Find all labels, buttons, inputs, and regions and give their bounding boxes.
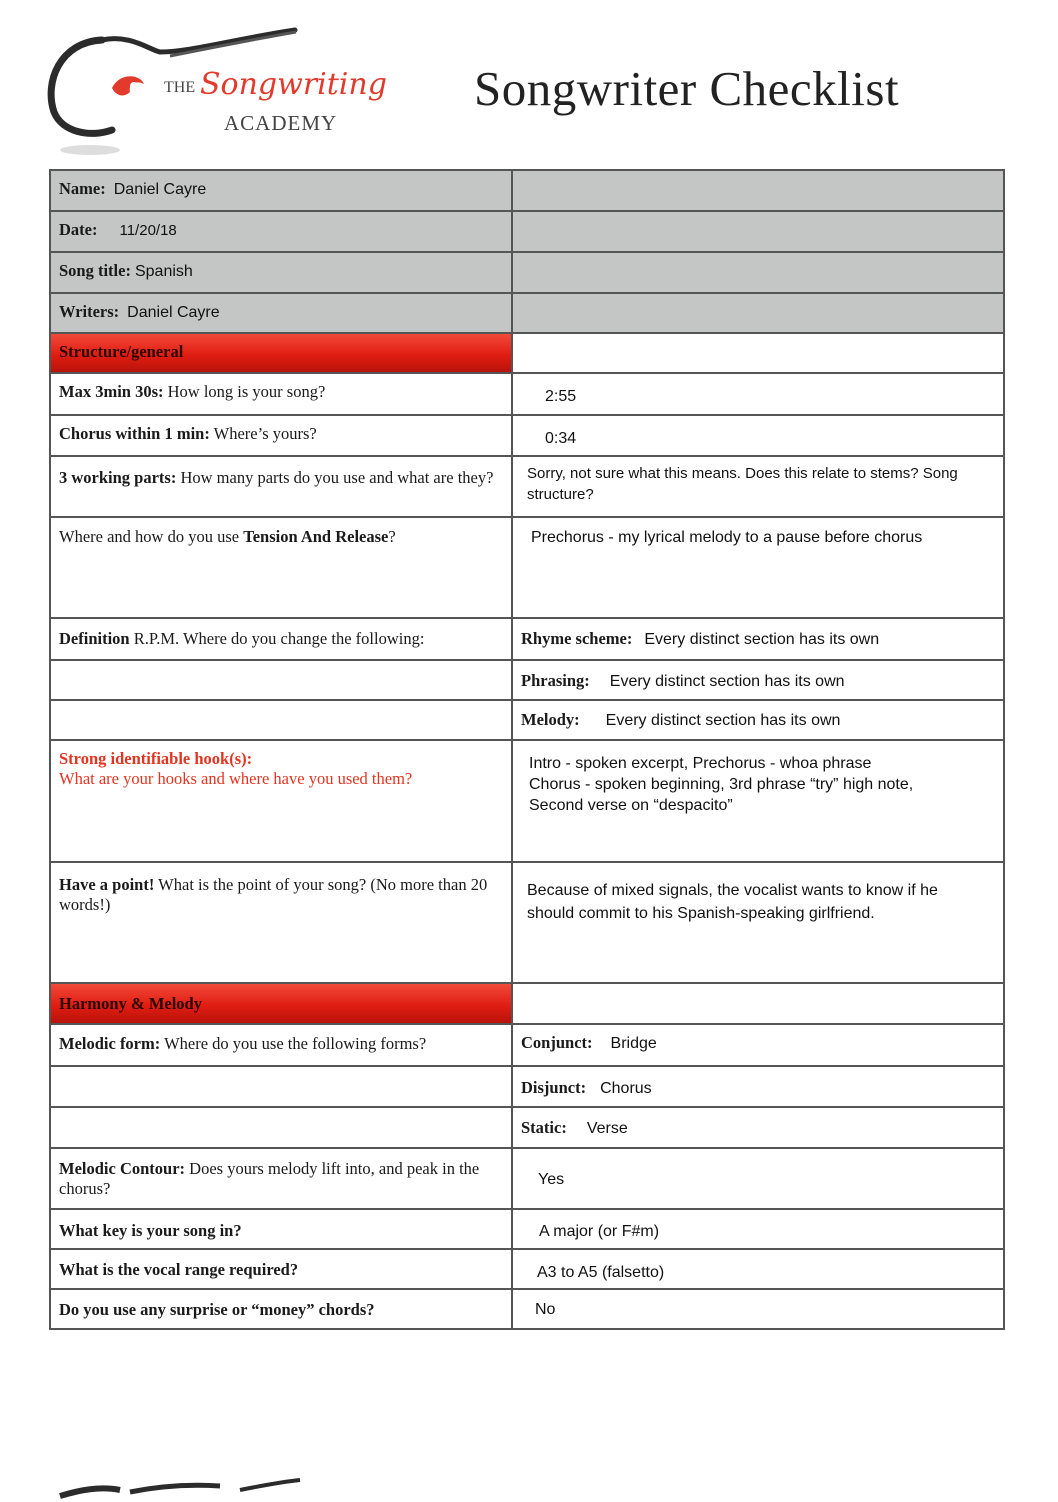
song-title-row xyxy=(51,253,1003,294)
song-key-answer[interactable]: A major (or F#m) xyxy=(539,1223,660,1240)
melodic-contour-row xyxy=(51,1149,1003,1210)
vocal-range-row xyxy=(51,1250,1003,1290)
name-row xyxy=(51,171,1003,212)
svg-text:THE: THE xyxy=(164,79,196,96)
rhyme-scheme-label: Rhyme scheme: xyxy=(521,629,633,648)
disjunct-label: Disjunct: xyxy=(521,1078,587,1097)
song-title-extra-cell xyxy=(513,253,1003,292)
date-row xyxy=(51,212,1003,253)
tension-question-end: ? xyxy=(388,527,396,546)
melodic-form-row xyxy=(51,1025,1003,1067)
conjunct-label: Conjunct: xyxy=(521,1033,593,1052)
chorus-timing-question: Where’s yours? xyxy=(209,424,317,443)
writers-extra-cell xyxy=(513,294,1003,332)
rpm-question: R.P.M. Where do you change the following: xyxy=(129,629,425,648)
working-parts-row xyxy=(51,457,1003,518)
hooks-answer-line-3[interactable]: Second verse on “despacito” xyxy=(529,797,733,814)
name-value[interactable]: Daniel Cayre xyxy=(113,181,207,198)
tension-answer[interactable]: Prechorus - my lyrical melody to a pause before chorus xyxy=(531,529,923,546)
working-parts-answer[interactable]: Sorry, not sure what this means. Does this relate to stems? Song structure? xyxy=(527,465,958,503)
name-extra-cell xyxy=(513,171,1003,210)
song-key-row xyxy=(51,1210,1003,1250)
song-length-answer[interactable]: 2:55 xyxy=(545,388,577,405)
song-key-question: What key is your song in? xyxy=(59,1221,242,1240)
svg-text:ACADEMY: ACADEMY xyxy=(224,111,338,135)
name-label: Name: xyxy=(59,179,106,198)
writers-row xyxy=(51,294,1003,334)
vocal-range-answer[interactable]: A3 to A5 (falsetto) xyxy=(537,1264,665,1281)
svg-text:Songwriting: Songwriting xyxy=(200,67,387,102)
melody-label: Melody: xyxy=(521,710,580,729)
melody-answer[interactable]: Every distinct section has its own xyxy=(605,712,841,729)
melodic-contour-answer[interactable]: Yes xyxy=(538,1171,565,1188)
page-title: Songwriter Checklist xyxy=(474,61,900,116)
disjunct-answer[interactable]: Chorus xyxy=(600,1080,652,1097)
date-label: Date: xyxy=(59,220,98,239)
money-chords-question: Do you use any surprise or “money” chords? xyxy=(59,1300,375,1319)
melody-row xyxy=(51,701,1003,741)
melodic-form-question: Where do you use the following forms? xyxy=(160,1034,427,1053)
money-chords-answer[interactable]: No xyxy=(535,1301,556,1318)
disjunct-row xyxy=(51,1067,1003,1108)
chorus-timing-answer[interactable]: 0:34 xyxy=(545,430,577,447)
writers-label: Writers: xyxy=(59,302,120,321)
hooks-answer-line-2[interactable]: Chorus - spoken beginning, 3rd phrase “try” high note, xyxy=(529,776,914,793)
songwriting-academy-logo xyxy=(40,22,387,162)
melodic-contour-question: Does yours melody lift into, and peak in the chorus? xyxy=(59,1159,480,1198)
hooks-question: What are your hooks and where have you used them? xyxy=(59,769,413,788)
writers-value[interactable]: Daniel Cayre xyxy=(127,304,220,321)
hooks-title: Strong identifiable hook(s): xyxy=(59,749,253,768)
date-extra-cell xyxy=(513,212,1003,251)
vocal-range-question: What is the vocal range required? xyxy=(59,1260,299,1279)
footer-logo-fragment xyxy=(40,1472,340,1497)
structure-heading: Structure/general xyxy=(59,342,184,361)
song-length-bold: Max 3min 30s: xyxy=(59,382,164,401)
tension-bold: Tension And Release xyxy=(243,527,389,546)
song-point-row xyxy=(51,863,1003,984)
harmony-section-header xyxy=(51,984,1003,1025)
phrasing-answer[interactable]: Every distinct section has its own xyxy=(609,673,845,690)
static-row xyxy=(51,1108,1003,1149)
melodic-form-bold: Melodic form: xyxy=(59,1034,161,1053)
rhyme-scheme-answer[interactable]: Every distinct section has its own xyxy=(644,631,880,648)
working-parts-question: How many parts do you use and what are they? xyxy=(176,468,494,487)
song-point-answer[interactable]: Because of mixed signals, the vocalist wants to know if he should commit to his Spanish-speaking girlfriend. xyxy=(527,882,938,922)
tension-release-row xyxy=(51,518,1003,619)
song-length-row xyxy=(51,374,1003,416)
money-chords-row xyxy=(51,1290,1003,1330)
hooks-row xyxy=(51,741,1003,863)
hooks-answer-line-1[interactable]: Intro - spoken excerpt, Prechorus - whoa phrase xyxy=(529,755,872,772)
chorus-timing-row xyxy=(51,416,1003,457)
rpm-rhyme-row xyxy=(51,619,1003,661)
rpm-bold: Definition xyxy=(59,629,130,648)
song-point-bold: Have a point! xyxy=(59,875,155,894)
structure-section-header xyxy=(51,334,1003,374)
song-length-question: How long is your song? xyxy=(163,382,326,401)
phrasing-row xyxy=(51,661,1003,701)
song-title-value[interactable]: Spanish xyxy=(134,263,193,280)
chorus-timing-bold: Chorus within 1 min: xyxy=(59,424,210,443)
conjunct-answer[interactable]: Bridge xyxy=(610,1035,657,1052)
checklist-table xyxy=(49,169,1005,1330)
working-parts-bold: 3 working parts: xyxy=(59,468,177,487)
static-label: Static: xyxy=(521,1118,567,1137)
phrasing-label: Phrasing: xyxy=(521,671,590,690)
melodic-contour-bold: Melodic Contour: xyxy=(59,1159,186,1178)
song-point-question: What is the point of your song? (No more than 20 words!) xyxy=(59,875,488,914)
date-value[interactable]: 11/20/18 xyxy=(119,222,177,239)
static-answer[interactable]: Verse xyxy=(586,1120,628,1137)
harmony-heading: Harmony & Melody xyxy=(59,994,202,1013)
tension-question-start: Where and how do you use xyxy=(59,527,244,546)
song-title-label: Song title: xyxy=(59,261,131,280)
